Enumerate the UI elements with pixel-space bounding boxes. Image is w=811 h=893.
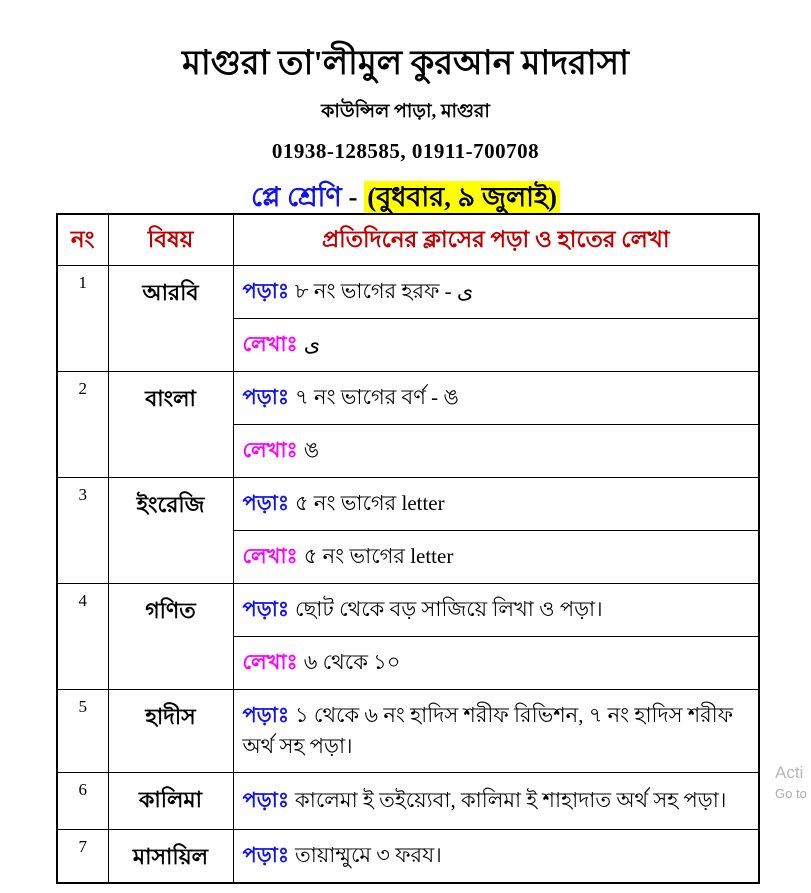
- pora-text: ৮ নং ভাগের হরফ - ى: [295, 279, 474, 304]
- column-header-subject: বিষয়: [108, 214, 233, 266]
- table-row: [57, 830, 759, 884]
- lekha-text: ৫ নং ভাগের letter: [303, 544, 454, 569]
- pora-label: পড়াঃ: [242, 385, 290, 410]
- lekha-label: লেখাঃ: [242, 438, 298, 463]
- lekha-label: লেখাঃ: [242, 332, 298, 357]
- table-header-row: [57, 214, 759, 266]
- pora-label: পড়াঃ: [242, 788, 290, 813]
- lekha-label: লেখাঃ: [242, 650, 298, 675]
- lekha-text: ঙ: [303, 438, 320, 463]
- pora-text: ছোট থেকে বড় সাজিয়ে লিখা ও পড়া।: [295, 597, 603, 622]
- pora-text: ৭ নং ভাগের বর্ণ - ঙ: [295, 385, 459, 410]
- phone-numbers: 01938-128585, 01911-700708: [271, 139, 540, 164]
- separator-dash: -: [341, 182, 365, 213]
- pora-cell: [233, 830, 759, 884]
- column-header-detail: প্রতিদিনের ক্লাসের পড়া ও হাতের লেখা: [233, 214, 759, 266]
- pora-label: পড়াঃ: [242, 843, 290, 868]
- pora-label: পড়াঃ: [242, 597, 290, 622]
- subject-cell: আরবি: [108, 266, 233, 372]
- pora-cell: [233, 372, 759, 425]
- pora-text: ১ থেকে ৬ নং হাদিস শরীফ রিভিশন, ৭ নং হাদিস শরীফ অর্থ সহ পড়া।: [242, 702, 734, 758]
- lekha-cell: [233, 319, 759, 372]
- pora-cell: [233, 266, 759, 319]
- subject-cell: কালিমা: [108, 773, 233, 830]
- watermark-line2: Go to: [775, 786, 807, 801]
- table-row: [57, 372, 759, 425]
- row-number: 6: [57, 773, 108, 830]
- lekha-cell: [233, 425, 759, 478]
- pora-label: পড়াঃ: [242, 702, 290, 727]
- row-number: 7: [57, 830, 108, 884]
- table-row: [57, 584, 759, 637]
- subject-cell: বাংলা: [108, 372, 233, 478]
- lesson-table: [56, 213, 760, 884]
- row-number: 5: [57, 690, 108, 773]
- school-title: মাগুরা তা'লীমুল কুরআন মাদরাসা: [182, 45, 629, 82]
- pora-cell: [233, 478, 759, 531]
- lekha-label: লেখাঃ: [242, 544, 298, 569]
- table-row: [57, 266, 759, 319]
- date-highlight: (বুধবার, ৯ জুলাই): [364, 181, 560, 213]
- pora-label: পড়াঃ: [242, 491, 290, 516]
- lekha-cell: [233, 637, 759, 690]
- pora-cell: [233, 690, 759, 773]
- table-row: [57, 690, 759, 773]
- subject-cell: ইংরেজি: [108, 478, 233, 584]
- lekha-text: ৬ থেকে ১০: [303, 650, 401, 675]
- school-address: কাউন্সিল পাড়া, মাগুরা: [321, 101, 490, 123]
- pora-text: তায়াম্মুমে ৩ ফরয।: [295, 843, 442, 868]
- pora-text: কালেমা ই তইয়্যেবা, কালিমা ই শাহাদাত অর্থ সহ পড়া।: [295, 788, 727, 813]
- table-row: [57, 773, 759, 830]
- subject-cell: গণিত: [108, 584, 233, 690]
- pora-label: পড়াঃ: [242, 279, 290, 304]
- class-name: প্লে শ্রেণি: [250, 182, 342, 213]
- row-number: 2: [57, 372, 108, 478]
- lekha-text: ى: [303, 332, 321, 357]
- row-number: 3: [57, 478, 108, 584]
- windows-activation-watermark: [775, 763, 807, 801]
- lekha-cell: [233, 531, 759, 584]
- subject-cell: মাসায়িল: [108, 830, 233, 884]
- row-number: 1: [57, 266, 108, 372]
- subject-cell: হাদীস: [108, 690, 233, 773]
- row-number: 4: [57, 584, 108, 690]
- column-header-no: নং: [57, 214, 108, 266]
- pora-cell: [233, 584, 759, 637]
- table-row: [57, 478, 759, 531]
- pora-text: ৫ নং ভাগের letter: [295, 491, 445, 516]
- watermark-line1: Acti: [775, 763, 804, 782]
- document-header: [0, 0, 811, 222]
- pora-cell: [233, 773, 759, 830]
